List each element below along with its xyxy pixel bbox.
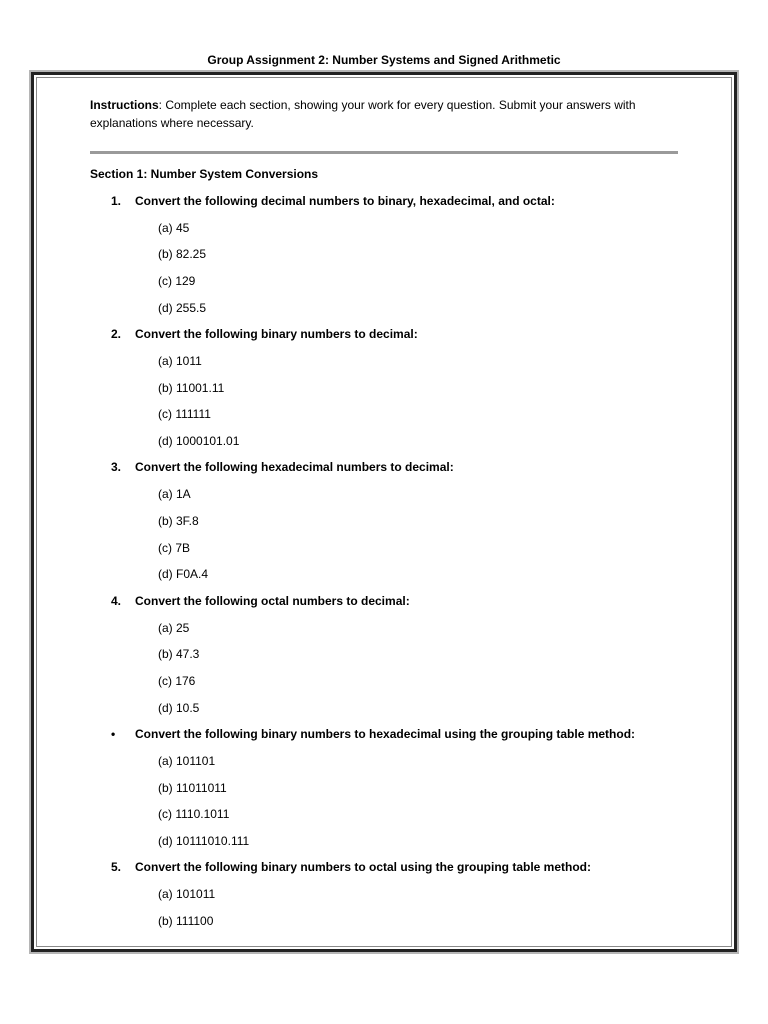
question-5 [90, 860, 591, 874]
question-4 [90, 594, 410, 608]
question-text: Convert the following hexadecimal numbers to decimal: [135, 460, 454, 474]
question-item: (c) 176 [158, 674, 196, 688]
question-marker: 2. [111, 327, 122, 341]
question-text: Convert the following decimal numbers to binary, hexadecimal, and octal: [135, 194, 555, 208]
instructions-paragraph [90, 96, 680, 132]
question-item: (d) 1000101.01 [158, 434, 240, 448]
question-text: Convert the following binary numbers to octal using the grouping table method: [135, 860, 592, 874]
question-item: (d) 10.5 [158, 701, 200, 715]
question-item: (c) 7B [158, 541, 191, 555]
question-item: (b) 82.25 [158, 247, 207, 261]
question-item: (a) 101011 [158, 887, 216, 901]
horizontal-rule [90, 151, 678, 154]
question-item: (c) 111111 [158, 407, 211, 421]
question-text: Convert the following binary numbers to decimal: [135, 327, 418, 341]
question-text: Convert the following binary numbers to hexadecimal using the grouping table method: [135, 727, 636, 741]
bullet-marker: • [111, 727, 116, 741]
question-item: (b) 111100 [158, 914, 214, 928]
question-item: (b) 47.3 [158, 647, 200, 661]
question-3 [90, 460, 454, 474]
question-marker: 3. [111, 460, 122, 474]
question-1 [90, 194, 555, 208]
question-item: (a) 1011 [158, 354, 202, 368]
question-item: (d) 10111010.111 [158, 834, 250, 848]
question-item: (a) 45 [158, 221, 190, 235]
instructions-block [90, 96, 680, 132]
question-bullet [90, 727, 635, 741]
question-item: (d) 255.5 [158, 301, 207, 315]
question-marker: 4. [111, 594, 122, 608]
question-marker: 5. [111, 860, 122, 874]
question-2 [90, 327, 418, 341]
document-title: Group Assignment 2: Number Systems and Signed Arithmetic [207, 53, 561, 67]
section-heading: Section 1: Number System Conversions [90, 167, 319, 181]
question-text: Convert the following octal numbers to decimal: [135, 594, 410, 608]
question-item: (d) F0A.4 [158, 567, 209, 581]
question-item: (a) 1A [158, 487, 191, 501]
instructions-label: Instructions [90, 98, 159, 112]
question-item: (b) 3F.8 [158, 514, 199, 528]
question-marker: 1. [111, 194, 122, 208]
question-item: (a) 25 [158, 621, 190, 635]
question-item: (b) 11011011 [158, 781, 227, 795]
question-item: (c) 129 [158, 274, 196, 288]
instructions-text: : Complete each section, showing your work for every question. Submit your answers with explanations where necessary. [90, 98, 636, 130]
question-item: (a) 101101 [158, 754, 216, 768]
question-item: (c) 1110.1011 [158, 807, 230, 821]
question-item: (b) 11001.11 [158, 381, 225, 395]
